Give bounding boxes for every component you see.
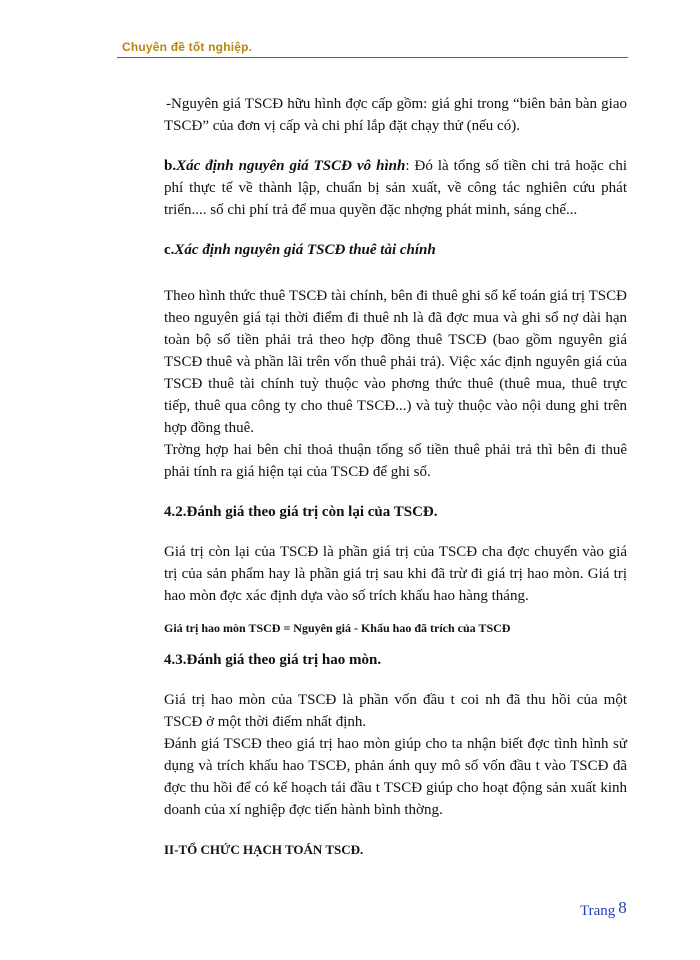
section-heading-4-3: 4.3.Đánh giá theo giá trị hao mòn. xyxy=(164,652,382,668)
paragraph-tangible-cost: -Nguyên giá TSCĐ hữu hình đợc cấp gồm: giá ghi trong “biên bản bàn giao TSCĐ” của đơn vị cấp và chi phí lắp đặt chạy thử (nếu có). xyxy=(164,96,627,134)
section-heading-4-2: 4.2.Đánh giá theo giá trị còn lại của TSCĐ. xyxy=(164,504,438,520)
page-footer xyxy=(580,900,627,920)
document-body xyxy=(164,93,627,861)
paragraph-depreciation-evaluation: Đánh giá TSCĐ theo giá trị hao mòn giúp cho ta nhận biết đợc tình hình sử dụng và trích khấu hao TSCĐ, phản ánh quy mô số vốn đầu t vào TSCĐ đã đợc thu hồi để có kế hoạch tái đầu t TSCĐ giúp cho hoạt động sản xuất kinh doanh của xí nghiệp đợc tiến hành bình thờng. xyxy=(164,736,627,818)
section-heading-II: II-TỔ CHỨC HẠCH TOÁN TSCĐ. xyxy=(164,842,364,857)
page-number: 8 xyxy=(618,898,627,917)
paragraph-residual-value: Giá trị còn lại của TSCĐ là phần giá trị của TSCĐ cha đợc chuyển vào giá trị của sản phẩm hay là phần giá trị sau khi đã trừ đi giá trị hao mòn. Giá trị hao mòn đợc xác định dựa vào số trích khấu hao hàng tháng. xyxy=(164,544,627,604)
heading-financial-lease-title: Xác định nguyên giá TSCĐ thuê tài chính xyxy=(174,242,436,258)
item-label-b: b. xyxy=(164,158,177,174)
paragraph-depreciation-definition: Giá trị hao mòn của TSCĐ là phần vốn đầu t coi nh đã thu hồi của một TSCĐ ở một thời điểm nhất định. xyxy=(164,692,627,730)
page-label: Trang xyxy=(580,903,616,919)
item-label-c: c. xyxy=(164,242,175,258)
header-rule xyxy=(117,57,628,58)
heading-intangible: Xác định nguyên giá TSCĐ vô hình xyxy=(176,158,406,174)
paragraph-lease-agreement: Trờng hợp hai bên chỉ thoả thuận tổng số tiền thuê phải trả thì bên đi thuê phải tính ra giá hiện tại của TSCĐ để ghi sổ. xyxy=(164,442,627,480)
paragraph-financial-lease: Theo hình thức thuê TSCĐ tài chính, bên đi thuê ghi sổ kế toán giá trị TSCĐ theo nguyên giá tại thời điểm đi thuê nh là đã đợc mua và ghi sổ nợ dài hạn toàn bộ số tiền phải trả theo hợp đồng thuê TSCĐ (bao gồm nguyên giá TSCĐ thuê và phần lãi trên vốn thuê phải trả). Việc xác định nguyên giá của TSCĐ thuê tài chính tuỳ thuộc vào phơng thức thuê (thuê mua, thuê trực tiếp, thuê qua công ty cho thuê TSCĐ...) và tuỳ thuộc vào nội dung ghi trên hợp đồng thuê. xyxy=(164,288,627,436)
header-title: Chuyên đề tốt nghiệp. xyxy=(122,40,253,54)
intangible-text: : Đó là tổng số tiền chi trả hoặc chi phí thực tế về thành lập, chuẩn bị sản xuất, về công tác nghiên cứu phát triển.... số chi phí trả để mua quyền đặc nhợng phát minh, sáng chế... xyxy=(164,158,627,218)
paragraph-intangible-cost xyxy=(164,155,627,221)
formula-depreciation: Giá trị hao mòn TSCĐ = Nguyên giá - Khấu hao đã trích của TSCĐ xyxy=(164,621,511,635)
heading-financial-lease xyxy=(164,239,627,261)
